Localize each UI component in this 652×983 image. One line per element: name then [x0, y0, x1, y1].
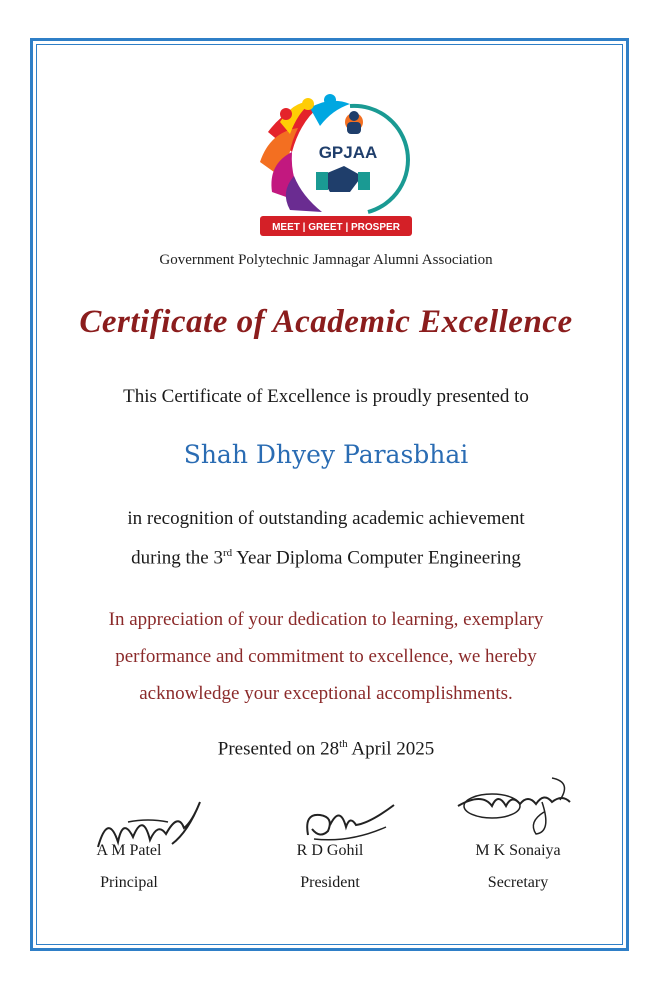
appreciation-text — [0, 601, 652, 712]
recognition-text — [0, 502, 652, 575]
signatory-name: R D Gohil — [296, 842, 364, 859]
signatory-name: M K Sonaiya — [475, 842, 561, 859]
signatory-principal — [74, 842, 184, 892]
logo-graphic-icon — [250, 92, 420, 242]
recognition-line-1: in recognition of outstanding academic achievement — [127, 508, 525, 529]
organization-name: Government Polytechnic Jamnagar Alumni Association — [159, 252, 493, 268]
signature-secretary-icon — [452, 772, 582, 842]
logo-tagline: MEET | GREET | PROSPER — [272, 222, 400, 233]
presented-on-date: Presented on 28th April 2025 — [217, 738, 435, 760]
signatory-secretary — [458, 842, 578, 892]
signatory-role: Principal — [100, 874, 158, 891]
signatory-name: A M Patel — [96, 842, 162, 859]
logo-acronym: GPJAA — [318, 143, 378, 162]
recipient-name: Shah Dhyey Parasbhai — [183, 440, 469, 469]
appreciation-line-1: In appreciation of your dedication to learning, exemplary — [108, 609, 544, 630]
appreciation-line-3: acknowledge your exceptional accomplishments. — [139, 683, 513, 704]
signatory-role: Secretary — [487, 874, 549, 891]
recognition-line-2: during the 3rd Year Diploma Computer Engineering — [131, 547, 521, 569]
signatory-role: President — [300, 874, 360, 891]
signatory-president — [275, 842, 385, 892]
certificate-title: Certificate of Academic Excellence — [79, 304, 573, 340]
presented-to-line: This Certificate of Excellence is proudly presented to — [123, 386, 529, 407]
appreciation-line-2: performance and commitment to excellence, we hereby — [115, 646, 537, 667]
gpjaa-logo — [250, 92, 420, 242]
